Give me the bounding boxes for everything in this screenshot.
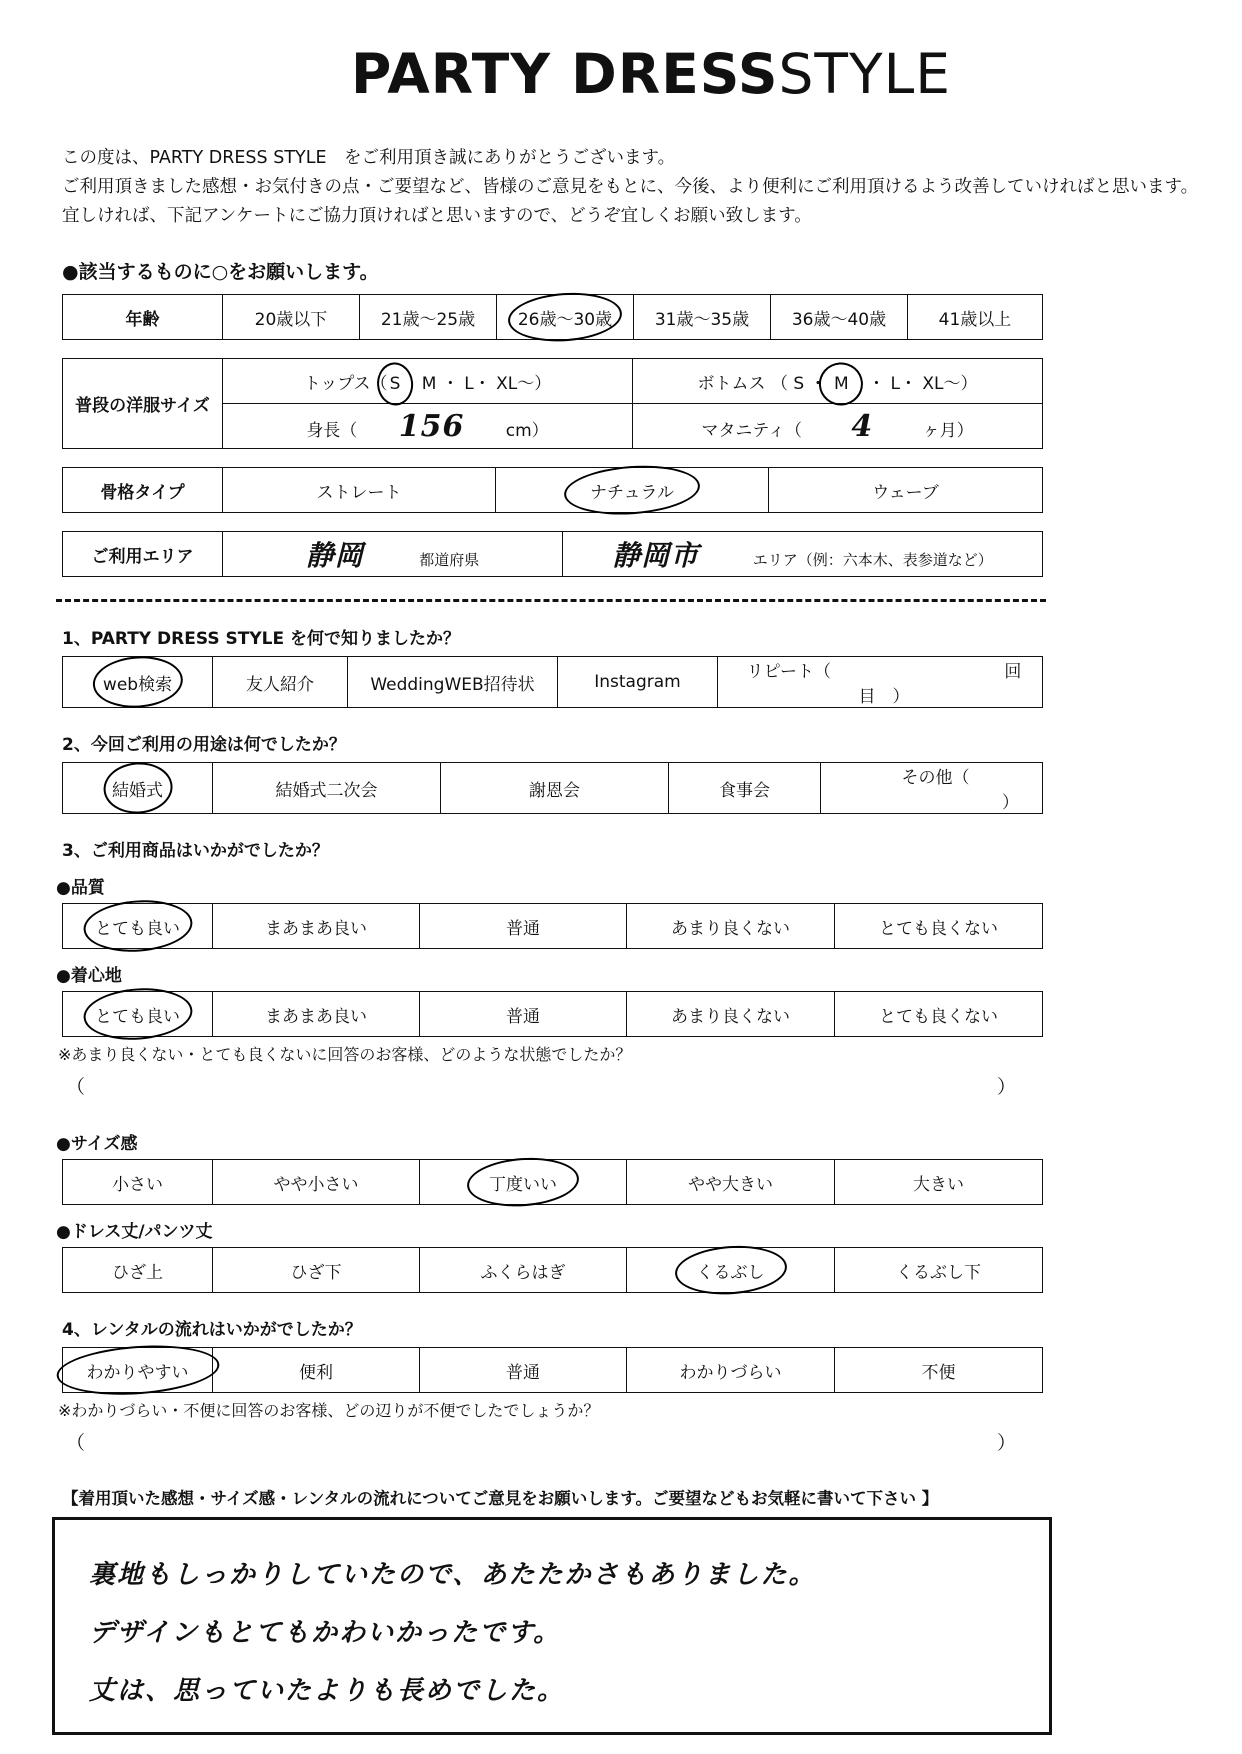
q2-table (62, 762, 1043, 814)
q3-quality-table (62, 903, 1043, 949)
q2-option-3[interactable]: 食事会 (669, 763, 821, 814)
q1-selected-mark: web検索 (101, 670, 174, 695)
age-option-2[interactable] (497, 295, 634, 340)
prefecture-value: 静岡 (305, 539, 364, 572)
q3-size-feel-option-1[interactable]: やや小さい (213, 1160, 420, 1205)
q2-option-2[interactable]: 謝恩会 (441, 763, 669, 814)
q3-size-feel-table (62, 1159, 1043, 1205)
intro-paragraph (62, 144, 1199, 231)
tops-selected-mark: S (389, 373, 401, 394)
q2-other-label: その他（ (901, 768, 970, 788)
q3-quality-option-0[interactable] (63, 904, 213, 949)
q3-length-option-2[interactable]: ふくらはぎ (420, 1248, 627, 1293)
free-comment-heading: 【着用頂いた感想・サイズ感・レンタルの流れについてご意見をお願いします。ご要望などもお気軽に書いて下さい 】 (62, 1489, 939, 1508)
intro-line-1: この度は、PARTY DRESS STYLE をご利用頂き誠にありがとうございます。 (62, 148, 676, 168)
q4-option-0[interactable] (63, 1348, 213, 1393)
q2-option-0[interactable] (63, 763, 213, 814)
maternity-unit: ヶ月） (922, 420, 974, 441)
q3-length-option-1[interactable]: ひざ下 (213, 1248, 420, 1293)
clothing-size-label: 普段の洋服サイズ (63, 359, 223, 449)
prefecture-hint: 都道府県 (419, 551, 480, 569)
brand-name-bold: PARTY DRESS (350, 42, 779, 106)
city-cell[interactable] (563, 532, 1043, 577)
bone-type-selected-mark: ナチュラル (588, 478, 676, 503)
bottoms-prefix: ボトムス （ S ・ (697, 373, 827, 394)
q3-length-label: ●ドレス丈/パンツ丈 (56, 1222, 213, 1242)
clothing-size-table (62, 358, 1043, 449)
age-label: 年齢 (63, 295, 223, 340)
q3-heading: 3、ご利用商品はいかがでしたか？ (62, 841, 329, 861)
q2-heading: 2、今回ご利用の用途は何でしたか？ (62, 735, 346, 755)
q3-quality-option-2[interactable]: 普通 (420, 904, 627, 949)
free-comment-box[interactable] (52, 1517, 1052, 1735)
height-label: 身長（ (306, 420, 358, 441)
age-option-3[interactable]: 31歳〜35歳 (634, 295, 771, 340)
q3-comfort-note: ※あまり良くない・とても良くないに回答のお客様、どのような状態でしたか？ (58, 1045, 632, 1064)
tops-size-cell[interactable] (223, 359, 633, 404)
area-table (62, 531, 1043, 577)
bone-type-table (62, 467, 1043, 513)
bone-type-option-0[interactable]: ストレート (223, 468, 496, 513)
bottoms-rest: ・ L・ XL〜） (868, 373, 978, 394)
q4-answer-line[interactable] (66, 1428, 1016, 1455)
bone-type-label: 骨格タイプ (63, 468, 223, 513)
prefecture-cell[interactable] (223, 532, 563, 577)
q1-option-1[interactable]: 友人紹介 (213, 657, 348, 708)
free-comment-line-2: デザインもとてもかわいかったです。 (89, 1618, 562, 1648)
section-divider (56, 599, 1046, 602)
q3-comfort-selected-mark: とても良い (93, 1002, 182, 1027)
intro-line-2: ご利用頂きました感想・お気付きの点・ご要望など、皆様のご意見をもとに、今後、より便利にご利用頂けるよう改善していければと思います。 (62, 177, 1199, 197)
q3-comfort-open-paren: （ (66, 1076, 86, 1098)
age-option-5[interactable]: 41歳以上 (908, 295, 1043, 340)
q3-comfort-answer-line[interactable] (66, 1072, 1016, 1099)
circle-instruction: ●該当するものに○をお願いします。 (62, 261, 379, 283)
q3-size-feel-option-4[interactable]: 大きい (835, 1160, 1043, 1205)
q4-option-1[interactable]: 便利 (213, 1348, 420, 1393)
q3-comfort-close-paren: ） (996, 1076, 1016, 1098)
q4-close-paren: ） (996, 1432, 1016, 1454)
bone-type-option-2[interactable]: ウェーブ (769, 468, 1043, 513)
q2-other-cell[interactable] (821, 763, 1043, 814)
height-unit: cm） (505, 420, 549, 441)
q1-option-2[interactable]: WeddingWEB招待状 (348, 657, 558, 708)
q3-quality-option-4[interactable]: とても良くない (835, 904, 1043, 949)
q3-comfort-option-2[interactable]: 普通 (420, 992, 627, 1037)
q2-option-1[interactable]: 結婚式二次会 (213, 763, 441, 814)
height-value: 156 (398, 408, 465, 444)
free-comment-line-1: 裏地もしっかりしていたので、あたたかさもありました。 (89, 1560, 817, 1590)
age-selected-mark: 26歳〜30歳 (516, 305, 614, 330)
q3-comfort-option-0[interactable] (63, 992, 213, 1037)
q3-size-feel-label: ●サイズ感 (56, 1134, 138, 1154)
bottoms-selected-mark: M (833, 373, 849, 394)
q1-repeat-cell[interactable] (718, 657, 1043, 708)
q1-option-3[interactable]: Instagram (558, 657, 718, 708)
bone-type-option-1[interactable] (496, 468, 769, 513)
q2-other-suffix: ） (1002, 793, 1019, 813)
q1-heading: 1、PARTY DRESS STYLE を何で知りましたか？ (62, 629, 461, 649)
q3-length-option-4[interactable]: くるぶし下 (835, 1248, 1043, 1293)
q4-option-4[interactable]: 不便 (835, 1348, 1043, 1393)
q1-table (62, 656, 1043, 708)
q3-size-feel-option-3[interactable]: やや大きい (627, 1160, 835, 1205)
q3-length-selected-mark: くるぶし (695, 1258, 767, 1283)
q3-comfort-option-3[interactable]: あまり良くない (627, 992, 835, 1037)
area-label: ご利用エリア (63, 532, 223, 577)
q1-repeat-label: リピート（ (746, 662, 831, 682)
city-value: 静岡市 (612, 539, 700, 572)
q3-length-option-0[interactable]: ひざ上 (63, 1248, 213, 1293)
q3-comfort-option-4[interactable]: とても良くない (835, 992, 1043, 1037)
q3-size-feel-option-0[interactable]: 小さい (63, 1160, 213, 1205)
free-comment-line-3: 丈は、思っていたよりも長めでした。 (89, 1676, 566, 1706)
q1-repeat-suffix: 回目 ） (858, 662, 1022, 707)
q4-option-2[interactable]: 普通 (420, 1348, 627, 1393)
q3-comfort-table (62, 991, 1043, 1037)
q3-comfort-label: ●着心地 (56, 966, 122, 986)
q4-note: ※わかりづらい・不便に回答のお客様、どの辺りが不便でしたでしょうか？ (58, 1401, 600, 1420)
q3-length-option-3[interactable] (627, 1248, 835, 1293)
q3-size-feel-option-2[interactable] (420, 1160, 627, 1205)
maternity-cell[interactable] (633, 404, 1043, 449)
brand-name-light: STYLE (778, 42, 952, 106)
q4-heading: 4、レンタルの流れはいかがでしたか？ (62, 1320, 362, 1340)
q4-table (62, 1347, 1043, 1393)
q3-size-feel-selected-mark: 丁度いい (487, 1170, 559, 1195)
age-option-0[interactable]: 20歳以下 (223, 295, 360, 340)
tops-rest: M ・ L・ XL〜） (421, 373, 552, 394)
q1-option-0[interactable] (63, 657, 213, 708)
q3-quality-label: ●品質 (56, 878, 105, 898)
q3-quality-option-3[interactable]: あまり良くない (627, 904, 835, 949)
height-cell[interactable] (223, 404, 633, 449)
age-option-4[interactable]: 36歳〜40歳 (771, 295, 908, 340)
maternity-label: マタニティ（ (701, 420, 802, 441)
q3-comfort-option-1[interactable]: まあまあ良い (213, 992, 420, 1037)
q3-length-table (62, 1247, 1043, 1293)
intro-line-3: 宜しければ、下記アンケートにご協力頂ければと思いますので、どうぞ宜しくお願い致します。 (62, 206, 812, 226)
q4-open-paren: （ (66, 1432, 86, 1454)
bottoms-size-cell[interactable] (633, 359, 1043, 404)
q3-quality-selected-mark: とても良い (93, 914, 182, 939)
page-title (0, 0, 1242, 106)
age-option-1[interactable]: 21歳〜25歳 (360, 295, 497, 340)
q4-option-3[interactable]: わかりづらい (627, 1348, 835, 1393)
q3-quality-option-1[interactable]: まあまあ良い (213, 904, 420, 949)
q2-selected-mark: 結婚式 (110, 776, 165, 801)
tops-prefix: トップス（ (303, 373, 388, 394)
q4-selected-mark: わかりやすい (85, 1358, 191, 1383)
city-hint: エリア（例：六本木、表参道など） (752, 551, 993, 569)
age-table (62, 294, 1043, 340)
maternity-value: 4 (851, 408, 874, 444)
